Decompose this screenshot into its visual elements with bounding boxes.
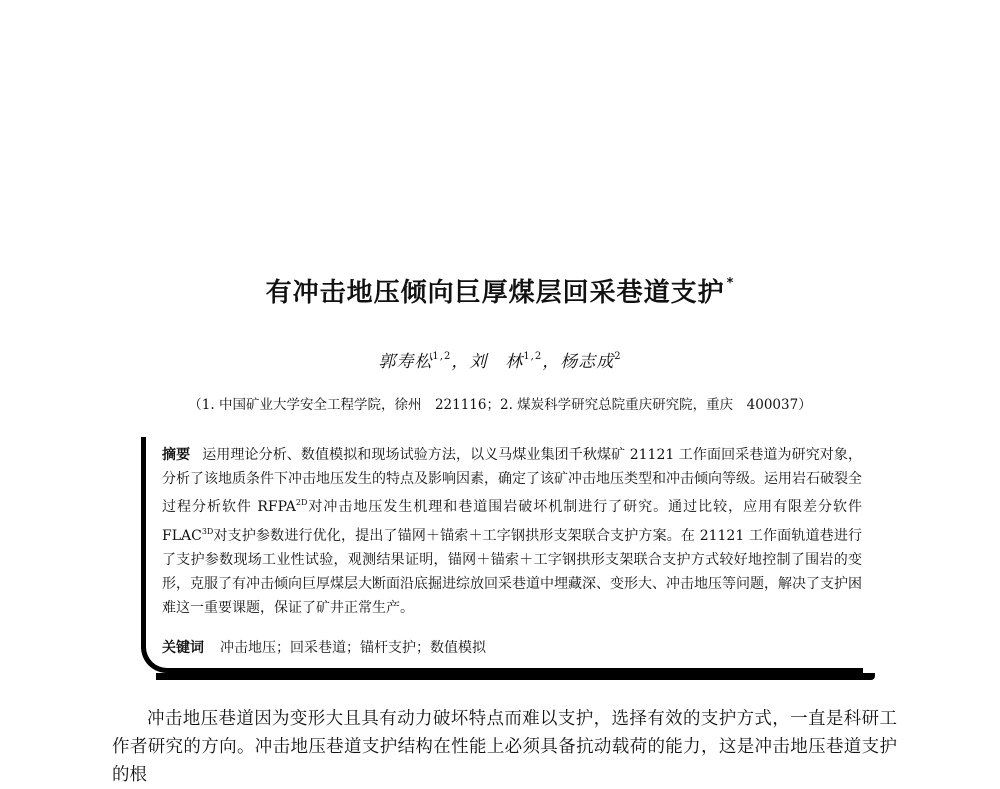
keywords-text: 冲击地压；回采巷道；锚杆支护；数值模拟: [220, 640, 486, 656]
author-name: 郭寿松: [378, 352, 433, 372]
author-affil-mark: 2: [614, 351, 622, 362]
keywords-label: 关键词: [162, 640, 204, 656]
abstract-text-part1: 运用理论分析、数值模拟和现场试验方法，以义马煤业集团千秋煤矿 21121 工作面回采巷道为研究对象，分析了该地质条件下冲击地压发生的特点及影响因素，确定了该矿冲击地压类型和冲击倾向等级。运用岩石破裂全过程分析软件 RFPA: [162, 447, 863, 516]
title-footnote-mark: *: [726, 276, 735, 291]
author-affil-mark: 1,2: [523, 351, 543, 362]
abstract-text-part2: 对冲击地压发生机理和巷道围岩破坏机制进行了研究。通过比较，应用有限差分软件 FLAC: [162, 499, 863, 544]
abstract-box: [141, 437, 863, 673]
abstract-superscript: 2D: [295, 498, 308, 508]
abstract-text-part3: 对支护参数进行优化，提出了锚网＋锚索＋工字钢拱形支架联合支护方案。在 21121 工作面轨道巷进行了支护参数现场工业性试验，观测结果证明，锚网＋锚索＋工字钢拱形支架联合支护方式较好地控制了围岩的变形，克服了有冲击倾向巨厚煤层大断面沿底掘进综放回采巷道中埋藏深、变形大、冲击地压等问题，解决了支护困难这一重要课题，保证了矿井正常生产。: [162, 527, 862, 617]
abstract-label: 摘要: [162, 447, 191, 463]
title-text: 有冲击地压倾向巨厚煤层回采巷道支护: [265, 278, 725, 308]
keywords: [162, 637, 862, 657]
author-name: 杨志成: [560, 352, 615, 372]
abstract-superscript: 3D: [201, 526, 214, 536]
affiliations: （1. 中国矿业大学安全工程学院，徐州 221116；2. 煤炭科学研究总院重庆研究院，重庆 400037）: [188, 397, 812, 413]
author-separator: ，: [542, 352, 561, 372]
abstract: [162, 443, 862, 620]
author-separator: ，: [451, 352, 470, 372]
author-list: [0, 347, 1000, 372]
body-paragraph: 冲击地压巷道因为变形大且具有动力破坏特点而难以支护，选择有效的支护方式，一直是科研工作者研究的方向。冲击地压巷道支护结构在性能上必须具备抗动载荷的能力，这是冲击地压巷道支护的根: [112, 709, 897, 785]
paper-title: [0, 272, 1000, 309]
author-name: 刘 林: [469, 352, 524, 372]
author-affil-mark: 1,2: [432, 351, 452, 362]
